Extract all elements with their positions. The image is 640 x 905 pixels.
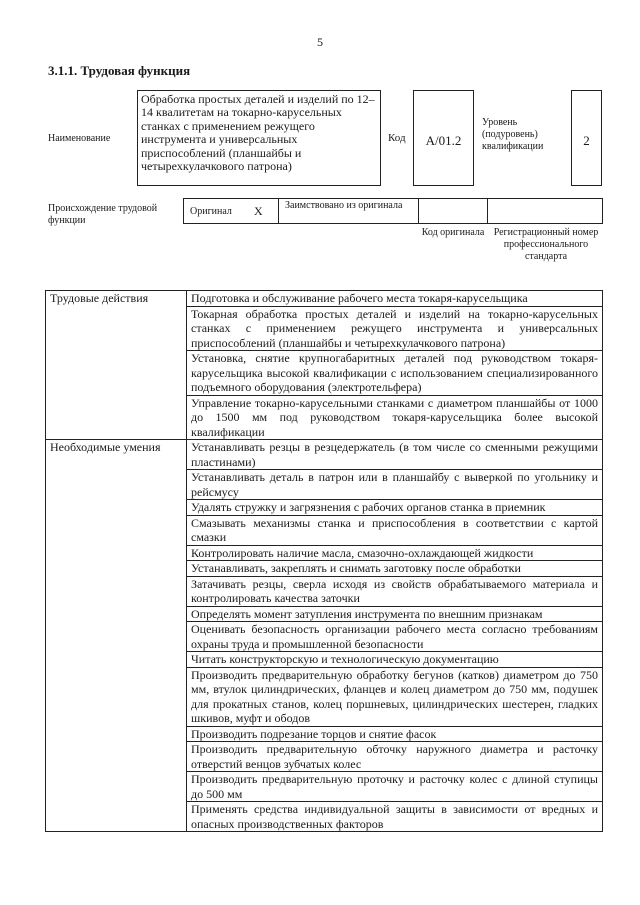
- section-item: Удалять стружку и загрязнения с рабочих органов станка в приемник: [187, 500, 603, 516]
- code-value: A/01.2: [413, 90, 474, 186]
- code-label: Код: [388, 132, 406, 144]
- borrowed-label: Заимствовано из оригинала: [285, 200, 403, 211]
- section-item: Применять средства индивидуальной защиты в зависимости от вредных и опасных производственных факторов: [187, 802, 603, 832]
- section-item: Читать конструкторскую и технологическую документацию: [187, 652, 603, 668]
- original-code-label: Код оригинала: [421, 227, 485, 238]
- section-item: Установка, снятие крупногабаритных деталей под руководством токаря-карусельщика высокой квалификации с использованием специализированного подъемного оборудования (электротельфера): [187, 351, 603, 396]
- section-item: Смазывать механизмы станка и приспособления в соответствии с картой смазки: [187, 515, 603, 545]
- reg-number-label: Регистрационный номер профессионального стандарта: [493, 227, 599, 262]
- original-code-cell: [418, 198, 488, 224]
- section-item: Определять момент затупления инструмента по внешним признакам: [187, 606, 603, 622]
- section-category: Трудовые действия: [46, 291, 187, 440]
- origin-label: Происхождение трудовой функции: [48, 203, 158, 226]
- function-name: Обработка простых деталей и изделий по 12–14 квалитетам на токарно-карусельных станках с применением режущего инструмента и универсальных приспособлений (планшайбы и четырехкулачкового патрона): [137, 90, 381, 186]
- section-item: Подготовка и обслуживание рабочего места токаря-карусельщика: [187, 291, 603, 307]
- section-item: Устанавливать резцы в резцедержатель (в том числе со сменными режущими пластинами): [187, 440, 603, 470]
- section-item: Устанавливать, закреплять и снимать заготовку после обработки: [187, 561, 603, 577]
- table-row: [46, 440, 603, 470]
- original-cell: [183, 198, 279, 224]
- level-label: Уровень (подуровень) квалификации: [482, 117, 544, 152]
- table-row: [46, 291, 603, 307]
- section-item: Затачивать резцы, сверла исходя из свойств обрабатываемого материала и контролировать качества заточки: [187, 576, 603, 606]
- section-item: Производить подрезание торцов и снятие фасок: [187, 726, 603, 742]
- section-item: Оценивать безопасность организации рабочего места согласно требованиям охраны труда и промышленной безопасности: [187, 622, 603, 652]
- section-title: 3.1.1. Трудовая функция: [48, 63, 191, 78]
- section-item: Производить предварительную обточку наружного диаметра и расточку отверстий венцов зубчатых колес: [187, 742, 603, 772]
- level-value: 2: [571, 90, 602, 186]
- page-number: 5: [317, 35, 323, 49]
- section-item: Производить предварительную обработку бегунов (катков) диаметром до 750 мм, втулок цилиндрических, фланцев и колец диаметром до 750 мм, подушек для прокатных станов, колец поршневых, цилиндрических шестерен, гладких шкивов, муфт и ободов: [187, 667, 603, 726]
- section-item: Токарная обработка простых деталей и изделий на токарно-карусельных станках с применением режущего инструмента и универсальных приспособлений (планшайбы и четырехкулачкового патрона): [187, 306, 603, 351]
- reg-number-cell: [487, 198, 603, 224]
- borrowed-cell: [278, 198, 419, 224]
- original-mark: X: [254, 204, 263, 218]
- section-item: Производить предварительную проточку и расточку колес с длиной ступицы до 500 мм: [187, 772, 603, 802]
- original-label: Оригинал: [190, 206, 232, 217]
- section-item: Управление токарно-карусельными станками с диаметром планшайбы от 1000 до 1500 мм под руководством токаря-карусельщика более высокой квалификации: [187, 395, 603, 440]
- section-category: Необходимые умения: [46, 440, 187, 832]
- function-details-table: [45, 290, 603, 832]
- section-item: Контролировать наличие масла, смазочно-охлаждающей жидкости: [187, 545, 603, 561]
- name-label: Наименование: [48, 133, 111, 144]
- section-item: Устанавливать деталь в патрон или в планшайбу с выверкой по угольнику и рейсмусу: [187, 470, 603, 500]
